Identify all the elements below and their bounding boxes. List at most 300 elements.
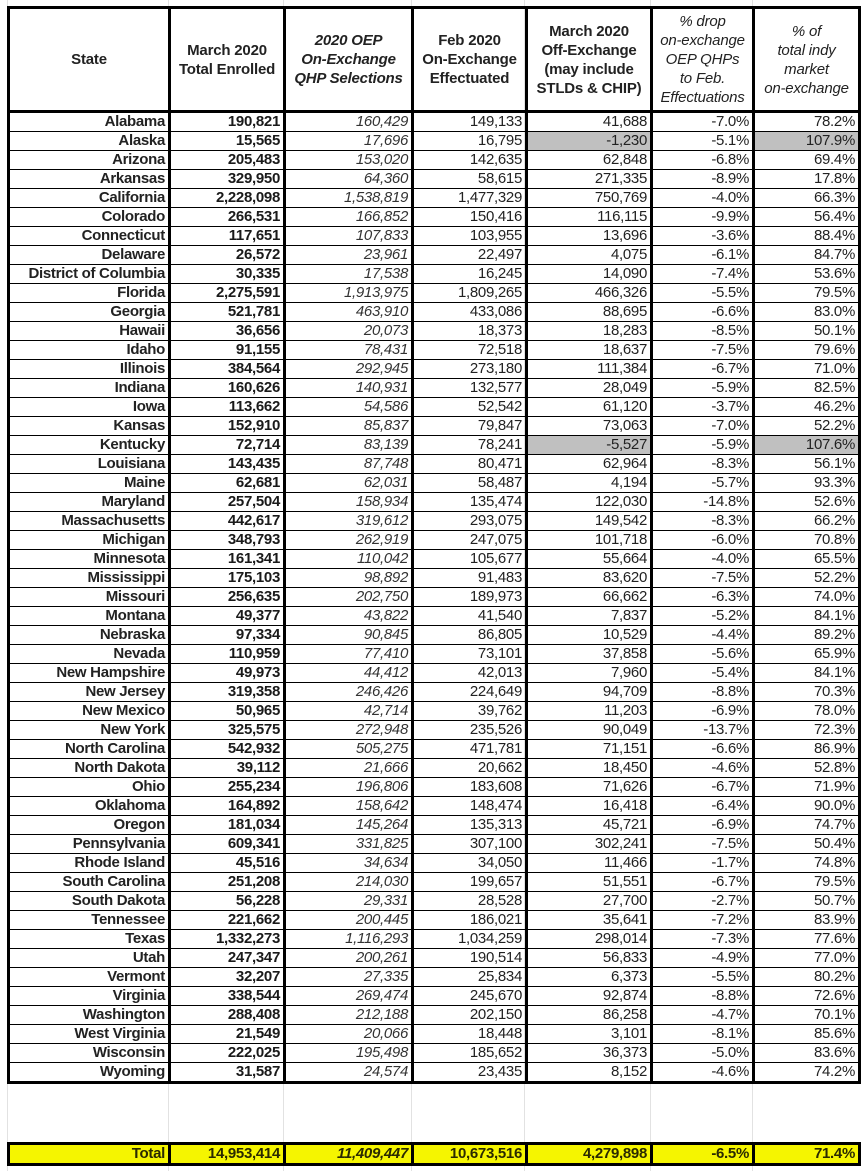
table-row [9,797,860,816]
pct-drop-cell: -7.5% [652,835,754,854]
off-exchange-cell: 122,030 [527,493,652,512]
header-line: On-Exchange [301,51,396,68]
feb-effectuated-cell: 135,313 [413,816,527,835]
feb-effectuated-cell: 73,101 [413,645,527,664]
pct-on-exchange-cell: 50.1% [754,322,860,341]
state-cell: New Jersey [9,683,170,702]
pct-on-exchange-cell: 65.5% [754,550,860,569]
total-enrolled-cell: 26,572 [170,246,285,265]
total-enrolled-cell: 91,155 [170,341,285,360]
pct-on-exchange-cell: 66.2% [754,512,860,531]
oep-selections-cell: 17,538 [285,265,413,284]
table-row [9,303,860,322]
state-cell: Louisiana [9,455,170,474]
pct-drop-cell: -4.4% [652,626,754,645]
total-enrolled-cell: 36,656 [170,322,285,341]
state-cell: Nevada [9,645,170,664]
feb-effectuated-cell: 52,542 [413,398,527,417]
feb-effectuated-cell: 202,150 [413,1006,527,1025]
table-row [9,246,860,265]
oep-selections-cell: 292,945 [285,360,413,379]
pct-drop-cell: -5.9% [652,436,754,455]
header-line: State [71,51,107,68]
table-row [9,569,860,588]
off-exchange-cell: 28,049 [527,379,652,398]
off-exchange-cell: 86,258 [527,1006,652,1025]
pct-drop-cell: -3.6% [652,227,754,246]
total-enrolled-cell: 329,950 [170,170,285,189]
off-exchange-cell: 298,014 [527,930,652,949]
total-enrolled-cell: 348,793 [170,531,285,550]
pct-on-exchange-cell: 65.9% [754,645,860,664]
oep-selections-cell: 20,073 [285,322,413,341]
oep-selections-cell: 202,750 [285,588,413,607]
off-exchange-cell: 62,848 [527,151,652,170]
pct-drop-cell: -5.7% [652,474,754,493]
total-row [9,1144,860,1165]
total-enrolled-cell: 319,358 [170,683,285,702]
table-row [9,759,860,778]
state-cell: Pennsylvania [9,835,170,854]
total-enrolled-cell: 164,892 [170,797,285,816]
pct-on-exchange-cell: 72.6% [754,987,860,1006]
feb-effectuated-cell: 39,762 [413,702,527,721]
header-line: Feb 2020 [438,32,501,49]
feb-effectuated-cell: 199,657 [413,873,527,892]
oep-selections-cell: 85,837 [285,417,413,436]
header-line: (may include [544,60,634,78]
off-exchange-cell: 11,203 [527,702,652,721]
oep-selections-cell: 463,910 [285,303,413,322]
oep-selections-cell: 78,431 [285,341,413,360]
table-row [9,398,860,417]
off-exchange-cell: 302,241 [527,835,652,854]
oep-selections-cell: 158,934 [285,493,413,512]
pct-on-exchange-cell: 78.0% [754,702,860,721]
feb-effectuated-cell: 72,518 [413,341,527,360]
total-enrolled-cell: 255,234 [170,778,285,797]
table-row [9,227,860,246]
state-cell: Oklahoma [9,797,170,816]
header-line: market [784,60,829,78]
pct-drop-cell: -4.6% [652,759,754,778]
pct-on-exchange-cell: 52.6% [754,493,860,512]
oep-selections-cell: 200,261 [285,949,413,968]
oep-selections-cell: 20,066 [285,1025,413,1044]
header-pct-drop [652,8,754,112]
pct-drop-cell: -6.3% [652,588,754,607]
feb-effectuated-cell: 149,133 [413,112,527,132]
state-cell: Washington [9,1006,170,1025]
pct-drop-cell: -5.5% [652,284,754,303]
table-row [9,436,860,455]
oep-selections-cell: 43,822 [285,607,413,626]
off-exchange-cell: 16,418 [527,797,652,816]
oep-selections-cell: 107,833 [285,227,413,246]
feb-effectuated-cell: 135,474 [413,493,527,512]
pct-drop-cell: -8.3% [652,512,754,531]
total-enrolled-cell: 56,228 [170,892,285,911]
total-enrolled-cell: 45,516 [170,854,285,873]
pct-drop-cell: -4.9% [652,949,754,968]
total-enrolled-cell: 110,959 [170,645,285,664]
off-exchange-cell: 56,833 [527,949,652,968]
state-cell: North Dakota [9,759,170,778]
feb-effectuated-cell: 105,677 [413,550,527,569]
off-exchange-cell: -5,527 [527,436,652,455]
state-cell: Missouri [9,588,170,607]
pct-on-exchange-cell: 71.9% [754,778,860,797]
table-row [9,607,860,626]
off-exchange-cell: 27,700 [527,892,652,911]
feb-effectuated-cell: 20,662 [413,759,527,778]
total-enrolled-cell: 49,377 [170,607,285,626]
table-row [9,455,860,474]
pct-drop-cell: -5.2% [652,607,754,626]
feb-effectuated-cell: 42,013 [413,664,527,683]
header-pct-on-exchange [754,8,860,112]
off-exchange-cell: 90,049 [527,721,652,740]
pct-on-exchange-cell: 56.1% [754,455,860,474]
oep-selections-cell: 17,696 [285,132,413,151]
feb-effectuated-cell: 103,955 [413,227,527,246]
pct-drop-cell: -2.7% [652,892,754,911]
feb-effectuated-cell: 78,241 [413,436,527,455]
pct-on-exchange-cell: 71.0% [754,360,860,379]
pct-drop-cell: -8.8% [652,683,754,702]
state-cell: Texas [9,930,170,949]
off-exchange-cell: 71,626 [527,778,652,797]
total-enrolled-cell: 257,504 [170,493,285,512]
pct-drop-cell: -8.1% [652,1025,754,1044]
pct-on-exchange-cell: 90.0% [754,797,860,816]
table-row [9,702,860,721]
state-cell: Utah [9,949,170,968]
total-enrolled-cell: 30,335 [170,265,285,284]
table-row [9,151,860,170]
total-enrolled-cell: 338,544 [170,987,285,1006]
oep-selections-cell: 262,919 [285,531,413,550]
oep-selections-cell: 21,666 [285,759,413,778]
off-exchange-cell: 7,960 [527,664,652,683]
off-exchange-cell: 73,063 [527,417,652,436]
off-exchange-cell: -1,230 [527,132,652,151]
feb-effectuated-cell: 142,635 [413,151,527,170]
pct-drop-cell: -13.7% [652,721,754,740]
off-exchange-cell: 13,696 [527,227,652,246]
pct-on-exchange-cell: 72.3% [754,721,860,740]
oep-selections-cell: 166,852 [285,208,413,227]
feb-effectuated-cell: 18,373 [413,322,527,341]
off-exchange-cell: 18,637 [527,341,652,360]
oep-selections-cell: 1,116,293 [285,930,413,949]
pct-drop-cell: -6.6% [652,740,754,759]
feb-effectuated-cell: 79,847 [413,417,527,436]
table-row [9,1025,860,1044]
state-cell: Oregon [9,816,170,835]
total-enrolled-cell: 251,208 [170,873,285,892]
table-row [9,284,860,303]
oep-selections-cell: 27,335 [285,968,413,987]
table-row [9,740,860,759]
feb-effectuated-cell: 23,435 [413,1063,527,1083]
pct-on-exchange-cell: 107.6% [754,436,860,455]
pct-drop-cell: -3.7% [652,398,754,417]
state-cell: Idaho [9,341,170,360]
pct-on-exchange-cell: 52.2% [754,417,860,436]
header-line: On-Exchange [422,51,517,68]
off-exchange-cell: 101,718 [527,531,652,550]
state-cell: Kansas [9,417,170,436]
state-cell: Mississippi [9,569,170,588]
table-row [9,835,860,854]
total-enrolled-cell: 62,681 [170,474,285,493]
total-enrolled-cell: 175,103 [170,569,285,588]
total-pct-on-exchange: 71.4% [754,1144,860,1165]
off-exchange-cell: 7,837 [527,607,652,626]
oep-selections-cell: 160,429 [285,112,413,132]
off-exchange-cell: 10,529 [527,626,652,645]
oep-selections-cell: 87,748 [285,455,413,474]
pct-drop-cell: -6.7% [652,360,754,379]
feb-effectuated-cell: 22,497 [413,246,527,265]
off-exchange-cell: 4,075 [527,246,652,265]
oep-selections-cell: 319,612 [285,512,413,531]
pct-on-exchange-cell: 52.8% [754,759,860,778]
pct-drop-cell: -4.0% [652,550,754,569]
table-row [9,645,860,664]
oep-selections-cell: 331,825 [285,835,413,854]
pct-on-exchange-cell: 79.5% [754,873,860,892]
table-row [9,208,860,227]
off-exchange-cell: 3,101 [527,1025,652,1044]
total-enrolled-cell: 247,347 [170,949,285,968]
pct-drop-cell: -7.5% [652,569,754,588]
total-enrolled-cell: 161,341 [170,550,285,569]
total-enrolled-cell: 266,531 [170,208,285,227]
total-pct-drop: -6.5% [652,1144,754,1165]
total-table [7,1142,861,1166]
off-exchange-cell: 6,373 [527,968,652,987]
feb-effectuated-cell: 18,448 [413,1025,527,1044]
state-cell: Illinois [9,360,170,379]
oep-selections-cell: 246,426 [285,683,413,702]
state-cell: Alabama [9,112,170,132]
pct-drop-cell: -7.0% [652,417,754,436]
off-exchange-cell: 83,620 [527,569,652,588]
pct-drop-cell: -4.7% [652,1006,754,1025]
header-line: Effectuations [660,89,745,106]
table-row [9,968,860,987]
feb-effectuated-cell: 247,075 [413,531,527,550]
pct-on-exchange-cell: 93.3% [754,474,860,493]
oep-selections-cell: 110,042 [285,550,413,569]
oep-selections-cell: 153,020 [285,151,413,170]
pct-on-exchange-cell: 50.7% [754,892,860,911]
feb-effectuated-cell: 41,540 [413,607,527,626]
off-exchange-cell: 8,152 [527,1063,652,1083]
off-exchange-cell: 66,662 [527,588,652,607]
oep-selections-cell: 54,586 [285,398,413,417]
pct-on-exchange-cell: 46.2% [754,398,860,417]
state-cell: Vermont [9,968,170,987]
pct-on-exchange-cell: 83.9% [754,911,860,930]
header-line: % of [791,22,822,40]
pct-drop-cell: -6.4% [652,797,754,816]
oep-selections-cell: 269,474 [285,987,413,1006]
table-row [9,816,860,835]
state-cell: Massachusetts [9,512,170,531]
pct-drop-cell: -14.8% [652,493,754,512]
table-row [9,189,860,208]
state-cell: Delaware [9,246,170,265]
pct-drop-cell: -8.8% [652,987,754,1006]
off-exchange-cell: 36,373 [527,1044,652,1063]
oep-selections-cell: 29,331 [285,892,413,911]
pct-drop-cell: -5.5% [652,968,754,987]
table-row [9,911,860,930]
pct-drop-cell: -6.0% [652,531,754,550]
feb-effectuated-cell: 86,805 [413,626,527,645]
feb-effectuated-cell: 91,483 [413,569,527,588]
pct-on-exchange-cell: 80.2% [754,968,860,987]
pct-drop-cell: -7.2% [652,911,754,930]
header-line: OEP QHPs [665,51,740,68]
table-row [9,683,860,702]
off-exchange-cell: 116,115 [527,208,652,227]
pct-on-exchange-cell: 84.1% [754,664,860,683]
state-cell: Wyoming [9,1063,170,1083]
off-exchange-cell: 11,466 [527,854,652,873]
off-exchange-cell: 4,194 [527,474,652,493]
feb-effectuated-cell: 1,809,265 [413,284,527,303]
off-exchange-cell: 51,551 [527,873,652,892]
oep-selections-cell: 158,642 [285,797,413,816]
table-row [9,360,860,379]
feb-effectuated-cell: 1,034,259 [413,930,527,949]
total-feb-effectuated: 10,673,516 [413,1144,527,1165]
pct-drop-cell: -8.9% [652,170,754,189]
header-line: Total Enrolled [178,60,276,78]
table-row [9,112,860,132]
pct-on-exchange-cell: 17.8% [754,170,860,189]
header-line: March 2020 [187,41,267,59]
table-row [9,626,860,645]
oep-selections-cell: 24,574 [285,1063,413,1083]
feb-effectuated-cell: 16,245 [413,265,527,284]
total-enrolled-cell: 117,651 [170,227,285,246]
state-cell: Georgia [9,303,170,322]
oep-selections-cell: 505,275 [285,740,413,759]
feb-effectuated-cell: 235,526 [413,721,527,740]
pct-drop-cell: -1.7% [652,854,754,873]
state-cell: Maryland [9,493,170,512]
pct-drop-cell: -6.8% [652,151,754,170]
off-exchange-cell: 37,858 [527,645,652,664]
feb-effectuated-cell: 224,649 [413,683,527,702]
pct-on-exchange-cell: 82.5% [754,379,860,398]
off-exchange-cell: 149,542 [527,512,652,531]
header-off-exchange [527,8,652,112]
pct-on-exchange-cell: 66.3% [754,189,860,208]
feb-effectuated-cell: 150,416 [413,208,527,227]
table-row [9,265,860,284]
total-enrolled-cell: 205,483 [170,151,285,170]
pct-drop-cell: -5.4% [652,664,754,683]
pct-on-exchange-cell: 52.2% [754,569,860,588]
state-cell: Virginia [9,987,170,1006]
off-exchange-cell: 45,721 [527,816,652,835]
feb-effectuated-cell: 471,781 [413,740,527,759]
pct-on-exchange-cell: 56.4% [754,208,860,227]
header-line: on-exchange [764,79,849,97]
table-row [9,531,860,550]
header-line: STLDs & CHIP) [536,79,642,97]
pct-on-exchange-cell: 50.4% [754,835,860,854]
header-oep-selections [285,8,413,112]
state-cell: Kentucky [9,436,170,455]
pct-drop-cell: -6.9% [652,702,754,721]
oep-selections-cell: 44,412 [285,664,413,683]
table-row [9,474,860,493]
state-cell: New Mexico [9,702,170,721]
pct-on-exchange-cell: 74.0% [754,588,860,607]
table-row [9,854,860,873]
oep-selections-cell: 64,360 [285,170,413,189]
oep-selections-cell: 42,714 [285,702,413,721]
pct-on-exchange-cell: 77.0% [754,949,860,968]
pct-on-exchange-cell: 85.6% [754,1025,860,1044]
pct-drop-cell: -4.0% [652,189,754,208]
state-cell: North Carolina [9,740,170,759]
pct-drop-cell: -7.4% [652,265,754,284]
pct-on-exchange-cell: 74.7% [754,816,860,835]
oep-selections-cell: 214,030 [285,873,413,892]
table-row [9,930,860,949]
total-oep-selections: 11,409,447 [285,1144,413,1165]
state-cell: Iowa [9,398,170,417]
pct-on-exchange-cell: 79.5% [754,284,860,303]
total-enrolled-cell: 1,332,273 [170,930,285,949]
state-cell: South Carolina [9,873,170,892]
table-row [9,588,860,607]
feb-effectuated-cell: 185,652 [413,1044,527,1063]
feb-effectuated-cell: 80,471 [413,455,527,474]
total-enrolled-cell: 160,626 [170,379,285,398]
pct-drop-cell: -6.9% [652,816,754,835]
total-enrolled-cell: 113,662 [170,398,285,417]
total-enrolled-cell: 222,025 [170,1044,285,1063]
oep-selections-cell: 83,139 [285,436,413,455]
state-cell: Arizona [9,151,170,170]
off-exchange-cell: 18,283 [527,322,652,341]
off-exchange-cell: 750,769 [527,189,652,208]
state-cell: Rhode Island [9,854,170,873]
feb-effectuated-cell: 58,487 [413,474,527,493]
oep-selections-cell: 272,948 [285,721,413,740]
total-enrolled-cell: 2,275,591 [170,284,285,303]
total-enrolled: 14,953,414 [170,1144,285,1165]
feb-effectuated-cell: 245,670 [413,987,527,1006]
pct-drop-cell: -6.7% [652,778,754,797]
pct-on-exchange-cell: 107.9% [754,132,860,151]
total-enrolled-cell: 49,973 [170,664,285,683]
table-row [9,512,860,531]
off-exchange-cell: 94,709 [527,683,652,702]
state-cell: California [9,189,170,208]
pct-on-exchange-cell: 79.6% [754,341,860,360]
off-exchange-cell: 271,335 [527,170,652,189]
